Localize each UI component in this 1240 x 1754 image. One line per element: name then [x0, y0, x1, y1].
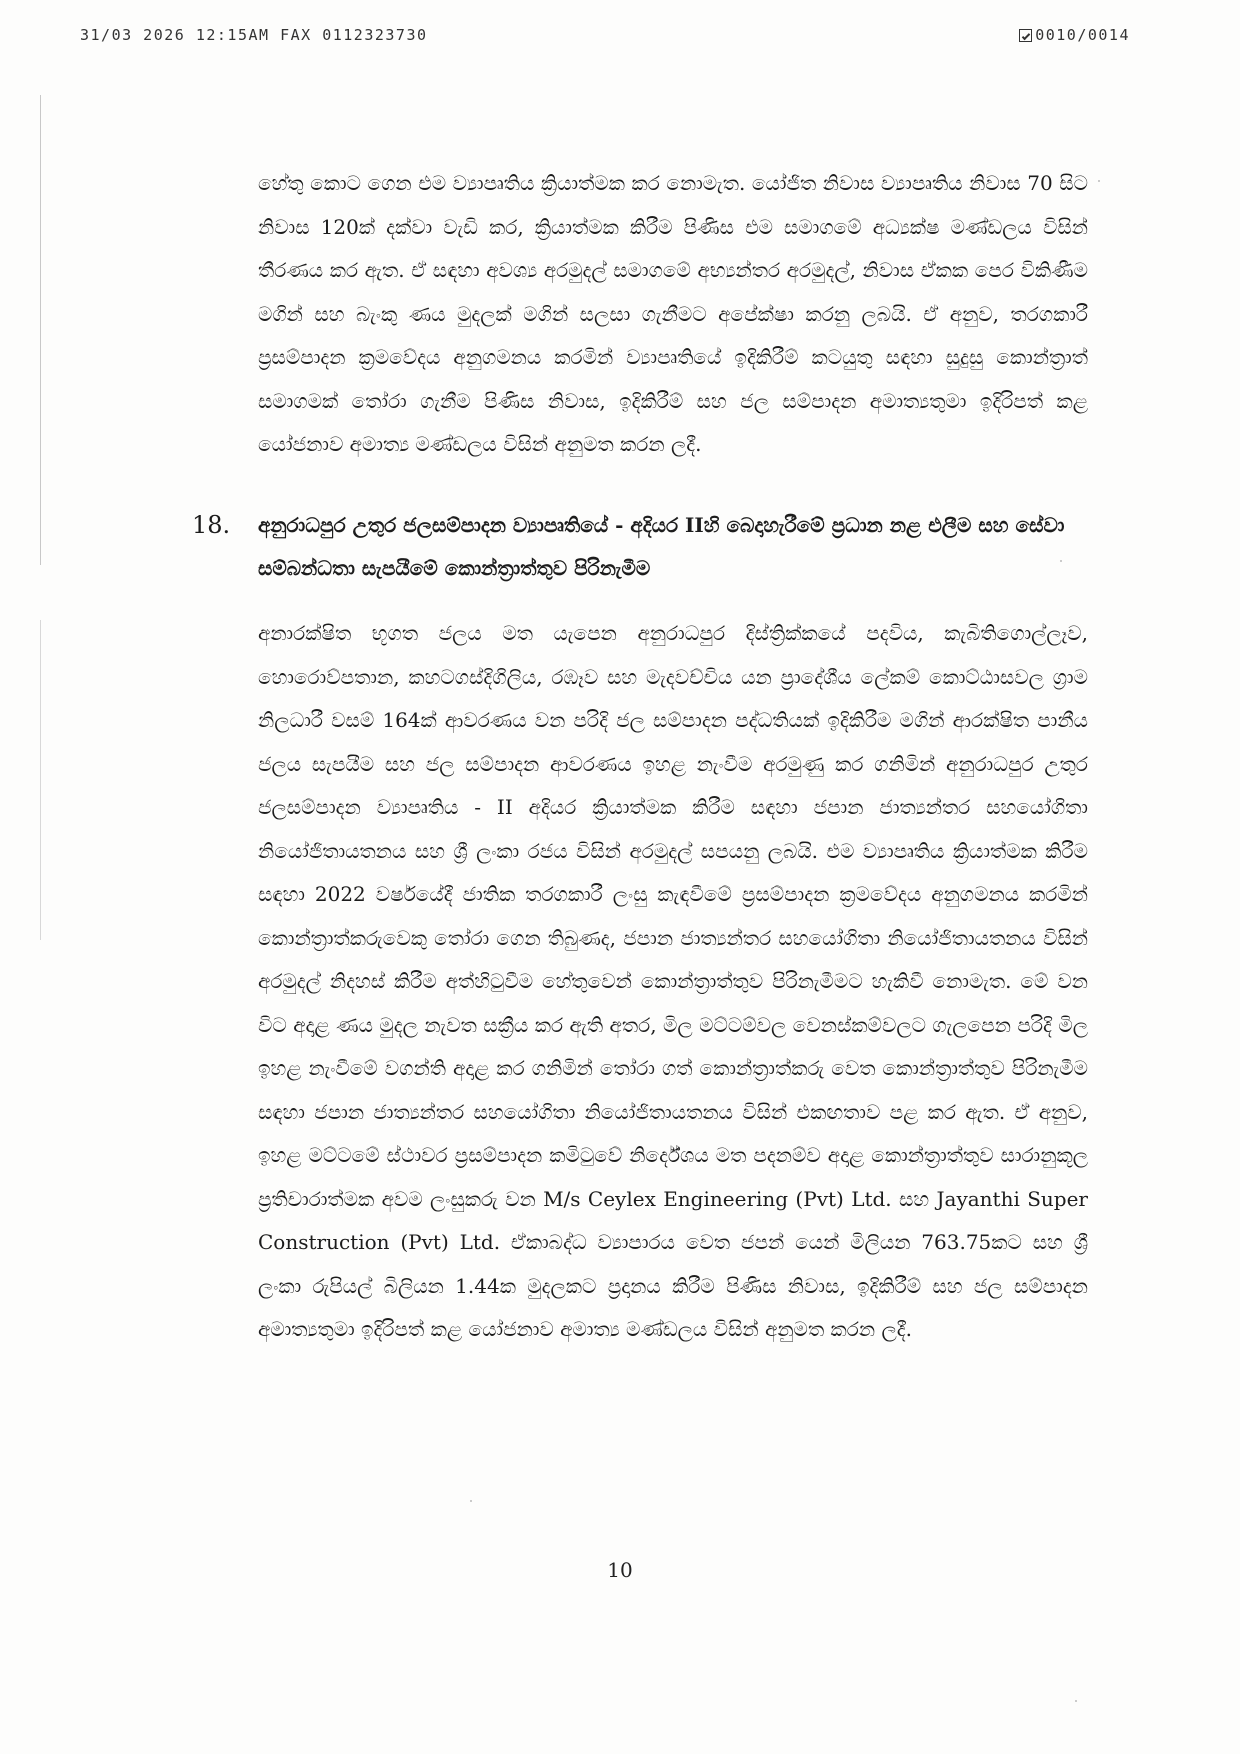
- paragraph-main: අනාරක්ෂිත භූගත ජලය මත යැපෙන අනුරාධපුර දිස්ත්‍රික්කයේ පදවිය, කැබිතිගොල්ලෑව, හොරොව්පතාන, කහටගස්දිගිලිය, රඹෑව සහ මැදවච්චිය යන ප්‍රාදේශීය ලේකම් කොට්ඨාසවල ග්‍රාම නිලධාරී වසම් 164ක් ආවරණය වන පරිදි ජල සම්පාදන පද්ධතියක් ඉදිකිරීම මගින් ආරක්ෂිත පානීය ජලය සැපයීම සහ ජල සම්පාදන ආවරණය ඉහළ නැංවීම අරමුණු කර ගනිමින් අනුරාධපුර උතුර ජලසම්පාදන ව්‍යාපෘතිය - II අදියර ක්‍රියාත්මක කිරීම සඳහා ජපාන ජාත්‍යන්තර සහයෝගිතා නියෝජිතායතනය සහ ශ්‍රී ලංකා රජය විසින් අරමුදල් සපයනු ලබයි. එම ව්‍යාපෘතිය ක්‍රියාත්මක කිරීම සඳහා 2022 වර්ෂයේදී ජාතික තරගකාරී ලංසු කැඳවීමේ ප්‍රසම්පාදන ක්‍රමවේදය අනුගමනය කරමින් කොන්ත්‍රාත්කරුවෙකු තෝරා ගෙන තිබුණද, ජපාන ජාත්‍යන්තර සහයෝගිතා නියෝජිතායතනය විසින් අරමුදල් නිදහස් කිරීම අත්හිටුවීම හේතුවෙන් කොන්ත්‍රාත්තුව පිරිනැමීමට හැකිවී නොමැත. මේ වන විට අදාළ ණය මුදල නැවත සක්‍රීය කර ඇති අතර, මිල මට්ටම්වල වෙනස්කම්වලට ගැලපෙන පරිදි මිල ඉහළ නැංවීමේ වගන්ති අදාළ කර ගනිමින් තෝරා ගත් කොන්ත්‍රාත්කරු වෙත කොන්ත්‍රාත්තුව පිරිනැමීම සඳහා ජපාන ජාත්‍යන්තර සහයෝගිතා නියෝජිතායතනය විසින් එකඟතාව පළ කර ඇත. ඒ අනුව, ඉහළ මට්ටමේ ස්ථාවර ප්‍රසම්පාදන කමිටුවේ නිර්දේශය මත පදනම්ව අදාළ කොන්ත්‍රාත්තුව සාරානුකූල ප්‍රතිචාරාත්මක අවම ලංසුකරු වන M/s Ceylex Engineering (Pvt) Ltd. සහ Jayanthi Super Construction (Pvt) Ltd. ඒකාබද්ධ ව්‍යාපාරය වෙත ජපන් යෙන් මිලියන 763.75කට සහ ශ්‍රී ලංකා රුපියල් බිලියන 1.44ක මුදලකට ප්‍රදානය කිරීම පිණිස නිවාස, ඉදිකිරීම් සහ ජල සම්පාදන අමාත්‍යතුමා ඉදිරිපත් කළ යෝජනාව අමාත්‍ය මණ්ඩලය විසින් අනුමත කරන ලදී.: [258, 621, 1088, 1341]
- fax-page-counter: 0010/0014: [1035, 26, 1130, 44]
- fax-header: [80, 26, 1130, 52]
- scan-speck: [1098, 180, 1100, 182]
- scan-speck: [1075, 1700, 1077, 1702]
- scan-speck: [470, 1500, 472, 1502]
- margin-scan-line: [40, 95, 41, 565]
- fax-header-right: [1019, 26, 1130, 44]
- section-number: 18.: [192, 511, 231, 539]
- margin-scan-line: [40, 620, 41, 940]
- scan-speck: [1060, 560, 1062, 562]
- fax-check-icon: [1019, 29, 1032, 42]
- section-title: අනුරාධපුර උතුර ජලසම්පාදන ව්‍යාපෘතියේ - අදියර IIහි බෙදාහැරීමේ ප්‍රධාන නළ එලීම සහ සේවා සම්බන්ධතා සැපයීමේ කොන්ත්‍රාත්තුව පිරිනැමීම: [258, 513, 1065, 580]
- page-number: 10: [607, 1558, 633, 1582]
- paragraph-top: හේතු කොට ගෙන එම ව්‍යාපෘතිය ක්‍රියාත්මක කර නොමැත. යෝජිත නිවාස ව්‍යාපෘතිය නිවාස 70 සිට නිවාස 120ක් දක්වා වැඩි කර, ක්‍රියාත්මක කිරීම පිණිස එම සමාගමේ අධ්‍යක්ෂ මණ්ඩලය විසින් තීරණය කර ඇත. ඒ සඳහා අවශ්‍ය අරමුදල් සමාගමේ අභ්‍යන්තර අරමුදල්, නිවාස ඒකක පෙර විකිණීම මගින් සහ බැංකු ණය මුදලක් මගින් සලසා ගැනීමට අපේක්ෂා කරනු ලබයි. ඒ අනුව, තරගකාරී ප්‍රසම්පාදන ක්‍රමවේදය අනුගමනය කරමින් ව්‍යාපෘතියේ ඉදිකිරීම් කටයුතු සඳහා සුදුසු කොන්ත්‍රාත් සමාගමක් තෝරා ගැනීම පිණිස නිවාස, ඉදිකිරීම් සහ ජල සම්පාදන අමාත්‍යතුමා ඉදිරිපත් කළ යෝජනාව අමාත්‍ය මණ්ඩලය විසින් අනුමත කරන ලදී.: [258, 171, 1088, 456]
- fax-header-left: 31/03 2026 12:15AM FAX 0112323730: [80, 26, 428, 44]
